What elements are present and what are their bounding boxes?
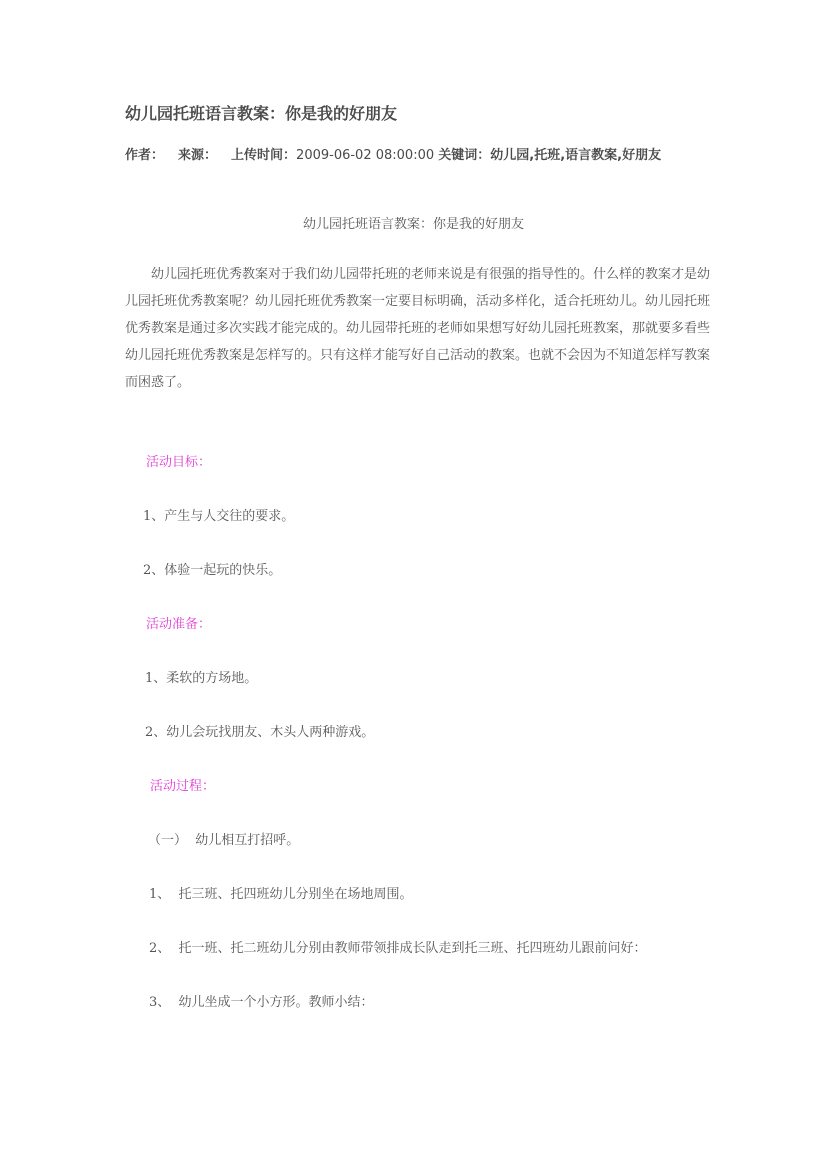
author-label: 作者： — [125, 148, 165, 163]
process-step-2: 2、 托一班、托二班幼儿分别由教师带领排成长队走到托三班、托四班幼儿跟前问好： — [149, 941, 647, 956]
process-step-1: 1、 托三班、托四班幼儿分别坐在场地周围。 — [149, 887, 413, 902]
preparation-item-2: 2、幼儿会玩找朋友、木头人两种游戏。 — [145, 725, 375, 740]
keywords-value: 幼儿园,托班,语言教案,好朋友 — [490, 148, 662, 163]
goal-item-2: 2、体验一起玩的快乐。 — [143, 563, 282, 578]
process-step-3: 3、 幼儿坐成一个小方形。教师小结： — [149, 995, 374, 1010]
goals-heading: 活动目标： — [146, 455, 212, 470]
process-step-heading: （一） 幼儿相互打招呼。 — [148, 833, 300, 848]
page-title: 幼儿园托班语言教案：你是我的好朋友 — [125, 104, 398, 123]
intro-paragraph: 幼儿园托班优秀教案对于我们幼儿园带托班的老师来说是有很强的指导性的。什么样的教案才是幼儿园托班优秀教案呢？幼儿园托班优秀教案一定要目标明确，活动多样化，适合托班幼儿。幼儿园托班优秀教案是通过多次实践才能完成的。幼儿园带托班的老师如果想写好幼儿园托班教案，那就要多看些幼儿园托班优秀教案是怎样写的。只有这样才能写好自己活动的教案。也就不会因为不知道怎样写教案而困惑了。 — [125, 267, 711, 390]
upload-time-label: 上传时间： — [231, 148, 297, 163]
preparation-item-1: 1、柔软的方场地。 — [145, 671, 258, 686]
keywords-label: 关键词： — [438, 148, 491, 163]
preparation-heading: 活动准备： — [146, 617, 212, 632]
goal-item-1: 1、产生与人交往的要求。 — [143, 509, 295, 524]
source-label: 来源： — [178, 148, 218, 163]
upload-time-value: 2009-06-02 08:00:00 — [296, 148, 435, 163]
article-meta — [125, 144, 661, 163]
article-heading: 幼儿园托班语言教案：你是我的好朋友 — [302, 217, 524, 232]
process-heading: 活动过程： — [150, 779, 216, 794]
